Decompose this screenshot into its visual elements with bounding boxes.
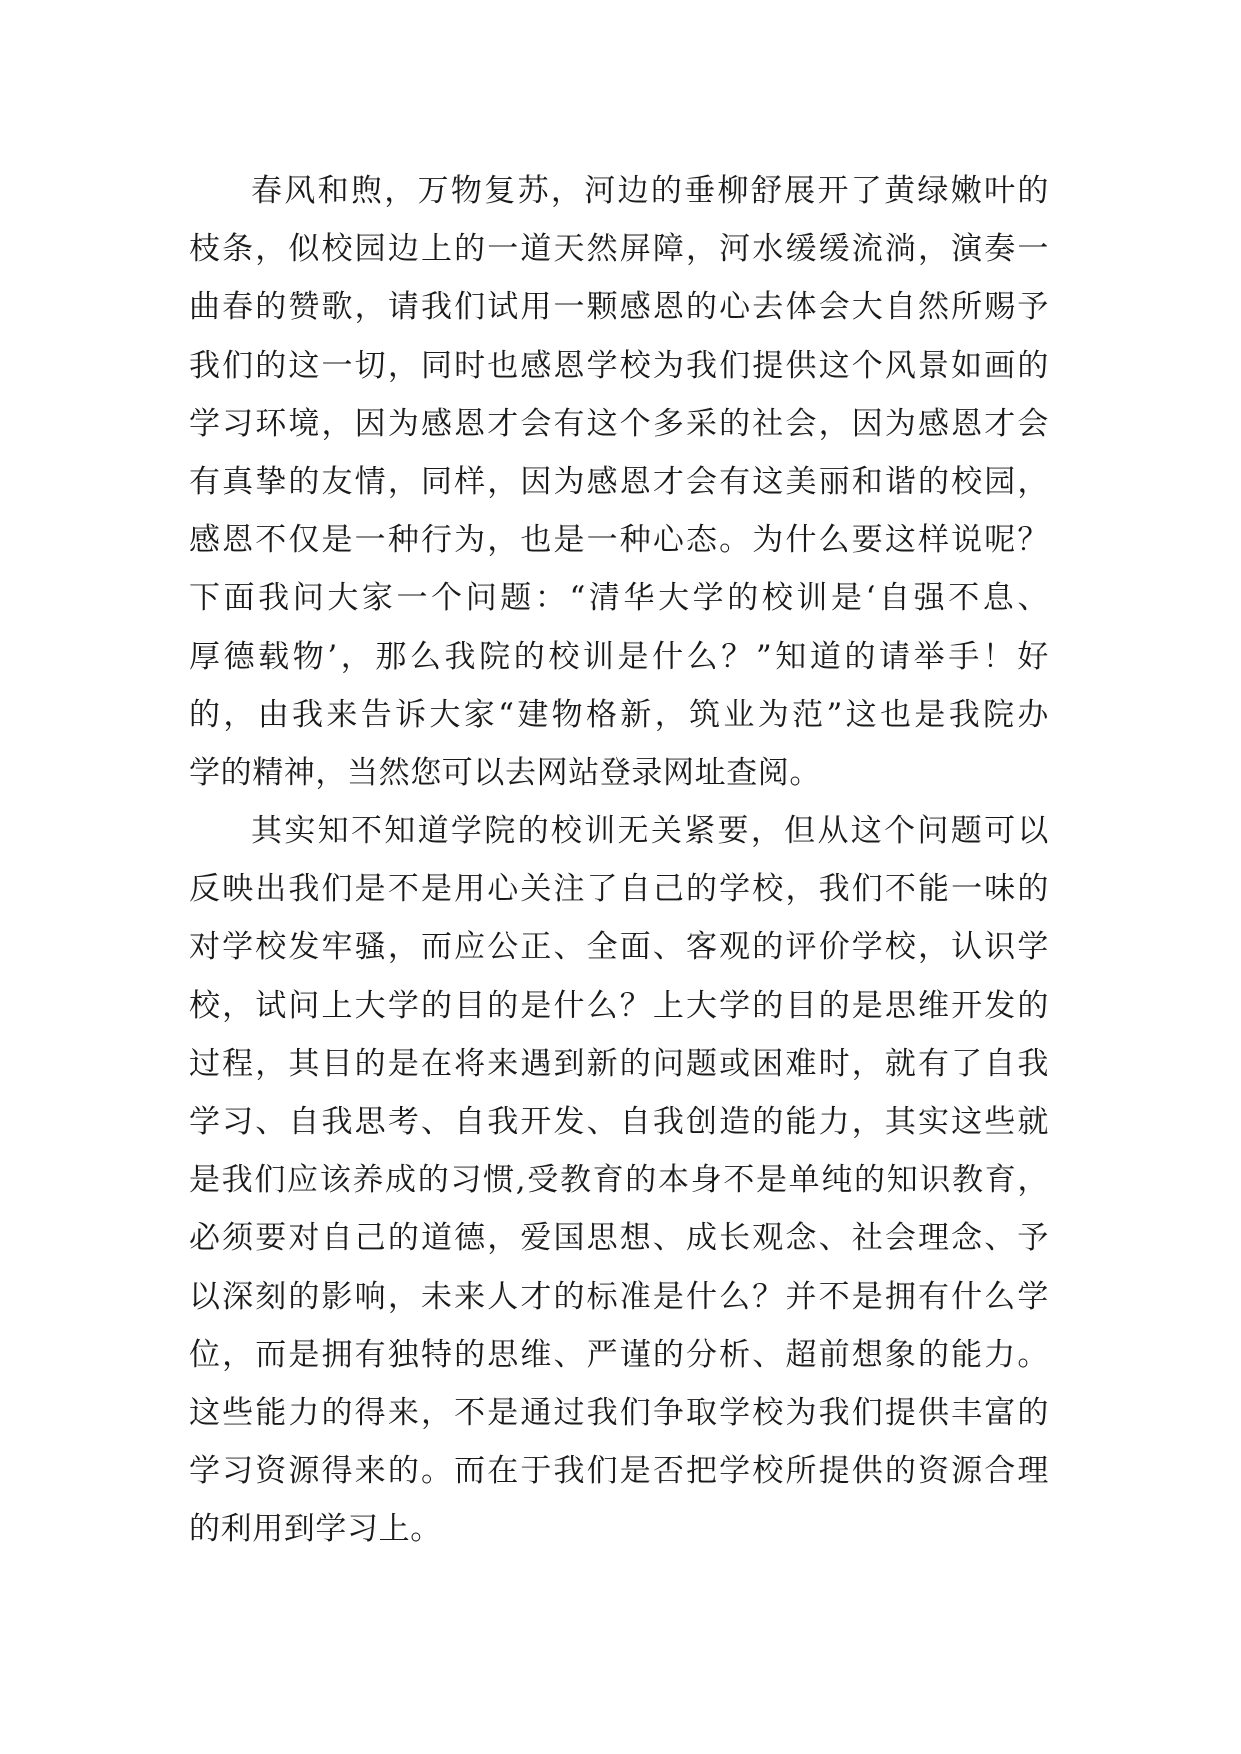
text-line: 春风和煦，万物复苏，河边的垂柳舒展开了黄绿嫩叶的 [251,173,1049,209]
text-line: 其实知不知道学院的校训无关紧要，但从这个问题可以 [251,813,1049,850]
text-line: 厚德载物’，那么我院的校训是什么？”知道的请举手！好 [189,638,1049,675]
text-line: 校，试问上大学的目的是什么？上大学的目的是思维开发的 [189,987,1049,1024]
text-line: 我们的这一切，同时也感恩学校为我们提供这个风景如画的 [189,347,1049,384]
text-line: 的利用到学习上。 [189,1511,442,1548]
paragraph-1 [189,162,1049,802]
text-line: 以深刻的影响，未来人才的标准是什么？并不是拥有什么学 [189,1278,1049,1315]
text-line: 是我们应该养成的习惯,受教育的本身不是单纯的知识教育， [189,1162,1049,1199]
text-line: 反映出我们是不是用心关注了自己的学校，我们不能一味的 [189,871,1049,908]
text-line: 这些能力的得来，不是通过我们争取学校为我们提供丰富的 [189,1394,1049,1431]
text-line: 学的精神，当然您可以去网站登录网址查阅。 [189,754,821,791]
text-line: 对学校发牢骚，而应公正、全面、客观的评价学校，认识学 [189,929,1049,966]
text-line: 位，而是拥有独特的思维、严谨的分析、超前想象的能力。 [189,1336,1049,1373]
text-line: 感恩不仅是一种行为，也是一种心态。为什么要这样说呢？ [189,522,1049,559]
text-line: 学习资源得来的。而在于我们是否把学校所提供的资源合理 [189,1453,1049,1490]
text-line: 学习、自我思考、自我开发、自我创造的能力，其实这些就 [189,1104,1049,1140]
document-body [189,162,1049,1559]
text-line: 有真挚的友情，同样，因为感恩才会有这美丽和谐的校园， [189,463,1049,500]
paragraph-2 [189,802,1049,1558]
text-line: 的，由我来告诉大家“建物格新，筑业为范”这也是我院办 [189,696,1049,733]
text-line: 曲春的赞歌，请我们试用一颗感恩的心去体会大自然所赐予 [189,289,1049,326]
text-line: 过程，其目的是在将来遇到新的问题或困难时，就有了自我 [189,1045,1049,1082]
text-line: 必须要对自己的道德，爱国思想、成长观念、社会理念、予 [189,1220,1049,1257]
text-line: 枝条，似校园边上的一道天然屏障，河水缓缓流淌，演奏一 [189,231,1049,268]
text-line: 学习环境，因为感恩才会有这个多采的社会，因为感恩才会 [189,405,1049,442]
text-line: 下面我问大家一个问题：“清华大学的校训是‘自强不息、 [189,580,1049,617]
